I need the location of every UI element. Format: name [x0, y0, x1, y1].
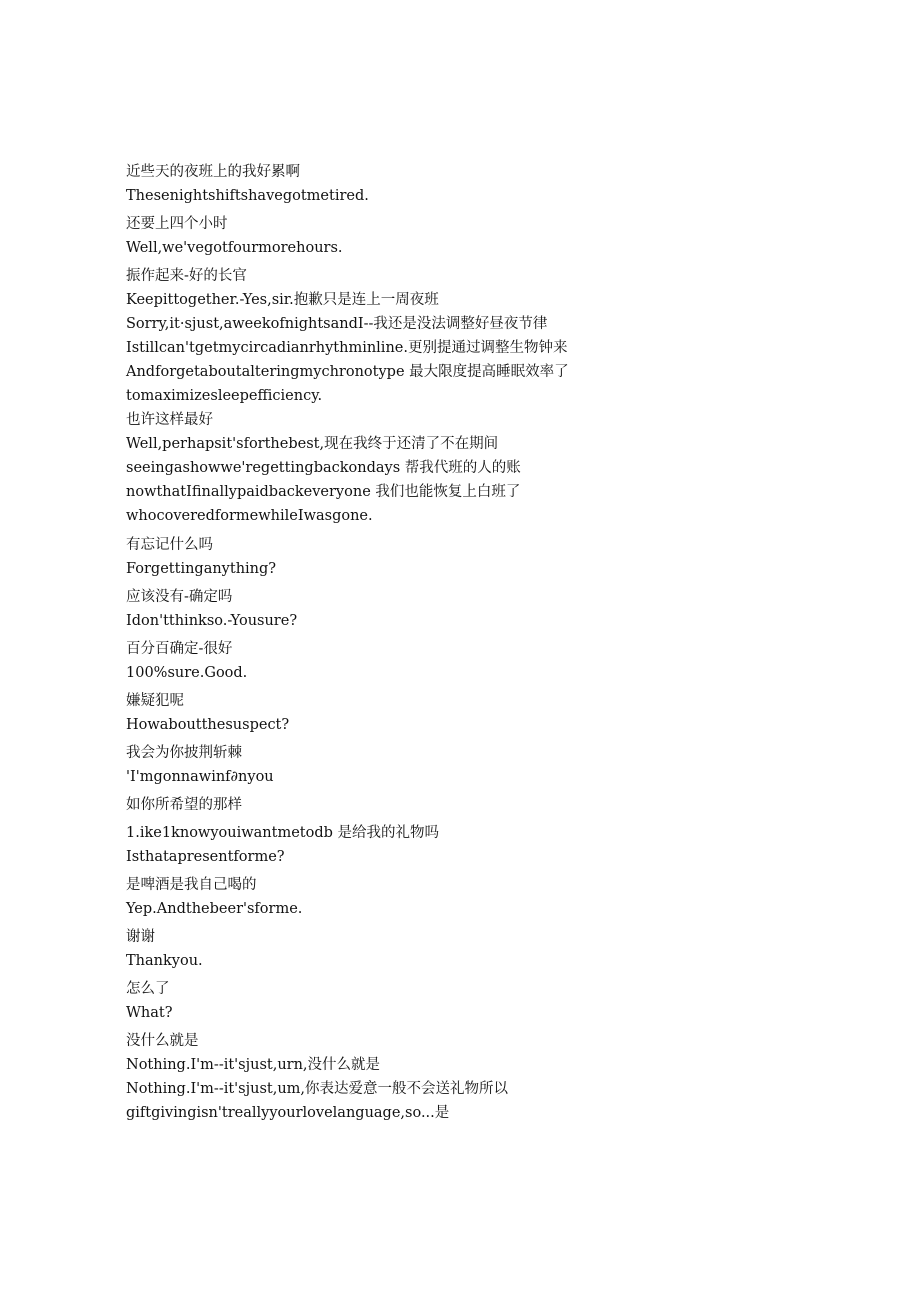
- text-line: 振作起来-好的长官: [126, 268, 247, 284]
- text-line: 嫌疑犯呢: [126, 693, 184, 709]
- text-line: Isthatapresentforme?: [126, 849, 285, 865]
- text-line: 我会为你披荆斩棘: [126, 745, 242, 761]
- text-line: Istillcan'tgetmycircadianrhythminline.更别提通过调整生物钟来: [126, 340, 568, 356]
- text-line: 近些天的夜班上的我好累啊: [126, 164, 300, 180]
- text-line: 百分百确定-很好: [126, 641, 233, 657]
- document-body: [126, 160, 826, 1125]
- text-line: Forgettinganything?: [126, 561, 277, 577]
- text-line: nowthatIfinallypaidbackeveryone 我们也能恢复上白班了: [126, 484, 521, 500]
- text-line: Sorry,it·sjust,aweekofnightsandI--我还是没法调整好昼夜节律: [126, 316, 548, 332]
- text-line: 也许这样最好: [126, 412, 213, 428]
- text-line: 应该没有-确定吗: [126, 589, 233, 605]
- text-line: Yep.Andthebeer'sforme.: [126, 901, 303, 917]
- text-line: Thesenightshiftshavegotmetired.: [126, 188, 369, 204]
- text-line: 没什么就是: [126, 1033, 199, 1049]
- text-line: Andforgetaboutalteringmychronotype 最大限度提高睡眠效率了: [126, 364, 569, 380]
- text-line: Thankyou.: [126, 953, 203, 969]
- text-line: giftgivingisn'treallyyourlovelanguage,so...是: [126, 1105, 450, 1121]
- text-line: seeingashowwe'regettingbackondays 帮我代班的人的账: [126, 460, 521, 476]
- text-line: Well,we'vegotfourmorehours.: [126, 240, 343, 256]
- text-line: 有忘记什么吗: [126, 537, 213, 553]
- text-line: 谢谢: [126, 929, 155, 945]
- text-line: Nothing.I'm--it'sjust,um,你表达爱意一般不会送礼物所以: [126, 1081, 509, 1097]
- text-line: Nothing.I'm--it'sjust,urn,没什么就是: [126, 1057, 381, 1073]
- text-line: 怎么了: [126, 981, 170, 997]
- text-line: 还要上四个小时: [126, 216, 228, 232]
- text-line: whocoveredformewhileIwasgone.: [126, 508, 373, 524]
- text-line: 1.ike1knowyouiwantmetodb 是给我的礼物吗: [126, 825, 440, 841]
- text-line: 'I'mgonnawinf∂nyou: [126, 769, 274, 785]
- text-line: 100%sure.Good.: [126, 665, 248, 681]
- text-line: Well,perhapsit'sforthebest,现在我终于还清了不在期间: [126, 436, 499, 452]
- text-line: Keepittogether.-Yes,sir.抱歉只是连上一周夜班: [126, 292, 439, 308]
- text-line: Idon'tthinkso.-Yousure?: [126, 613, 298, 629]
- text-line: 是啤酒是我自己喝的: [126, 877, 257, 893]
- text-line: What?: [126, 1005, 173, 1021]
- text-line: Howaboutthesuspect?: [126, 717, 290, 733]
- text-line: tomaximizesleepefficiency.: [126, 388, 323, 404]
- text-line: 如你所希望的那样: [126, 797, 242, 813]
